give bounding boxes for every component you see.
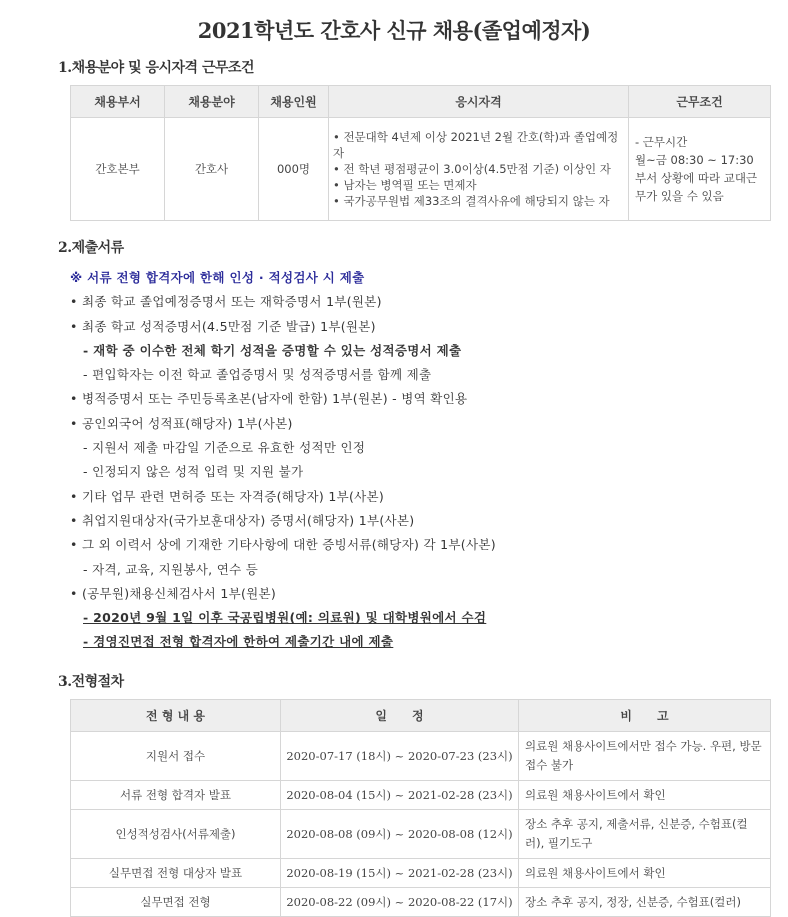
section-heading-2: 2.제출서류 bbox=[58, 240, 124, 256]
dept-cell: 간호본부 bbox=[71, 118, 165, 221]
document-item: • 병적증명서 또는 주민등록초본(남자에 한함) 1부(원본) - 병역 확인용 bbox=[70, 391, 468, 407]
schedule-content-cell: 지원서 접수 bbox=[71, 732, 281, 781]
recruitment-table bbox=[70, 85, 771, 221]
document-item: • 최종 학교 성적증명서(4.5만점 기준 발급) 1부(원본) bbox=[70, 318, 376, 334]
header-note: 비 고 bbox=[519, 700, 771, 732]
field-cell: 간호사 bbox=[165, 118, 259, 221]
document-item: • (공무원)채용신체검사서 1부(원본) bbox=[70, 585, 277, 601]
section-heading-1: 1.채용분야 및 응시자격 근무조건 bbox=[58, 60, 255, 76]
condition-item: 부서 상황에 따라 교대근무가 있을 수 있음 bbox=[635, 171, 758, 203]
table-header-row bbox=[71, 86, 771, 118]
header-content: 전 형 내 용 bbox=[71, 700, 281, 732]
condition-item: 월~금 08:30 ~ 17:30 bbox=[635, 153, 754, 167]
document-item: • 최종 학교 졸업예정증명서 또는 재학증명서 1부(원본) bbox=[70, 294, 382, 310]
qualification-item: • 전문대학 4년제 이상 2021년 2월 간호(학)과 졸업예정자 bbox=[333, 130, 619, 160]
schedule-header-row bbox=[71, 700, 771, 732]
count-cell: 000명 bbox=[259, 118, 329, 221]
document-item: • 취업지원대상자(국가보훈대상자) 증명서(해당자) 1부(사본) bbox=[70, 512, 415, 528]
schedule-note-cell: 의료원 채용사이트에서 확인 bbox=[519, 781, 771, 810]
schedule-row bbox=[71, 859, 771, 888]
schedule-date-cell: 2020-07-17 (18시) ~ 2020-07-23 (23시) bbox=[281, 732, 519, 781]
schedule-row bbox=[71, 888, 771, 917]
schedule-content-cell: 서류 전형 합격자 발표 bbox=[71, 781, 281, 810]
header-conditions: 근무조건 bbox=[629, 86, 771, 118]
qualification-cell bbox=[329, 118, 629, 221]
schedule-content-cell: 실무면접 전형 bbox=[71, 888, 281, 917]
document-subitem: - 편입학자는 이전 학교 졸업증명서 및 성적증명서를 함께 제출 bbox=[83, 367, 432, 383]
schedule-date-cell: 2020-08-04 (15시) ~ 2021-02-28 (23시) bbox=[281, 781, 519, 810]
document-list bbox=[70, 266, 770, 655]
page-title: 2021학년도 간호사 신규 채용(졸업예정자) bbox=[197, 18, 591, 43]
qualification-item: • 전 학년 평점평균이 3.0이상(4.5만점 기준) 이상인 자 bbox=[333, 162, 611, 176]
schedule-row bbox=[71, 781, 771, 810]
header-qualification: 응시자격 bbox=[329, 86, 629, 118]
document-item: • 기타 업무 관련 면허증 또는 자격증(해당자) 1부(사본) bbox=[70, 488, 385, 504]
schedule-row bbox=[71, 732, 771, 781]
schedule-note-cell: 의료원 채용사이트에서 확인 bbox=[519, 859, 771, 888]
header-count: 채용인원 bbox=[259, 86, 329, 118]
schedule-note-cell: 의료원 채용사이트에서만 접수 가능. 우편, 방문 접수 불가 bbox=[519, 732, 771, 781]
condition-item: - 근무시간 bbox=[635, 135, 688, 149]
schedule-content-cell: 실무면접 전형 대상자 발표 bbox=[71, 859, 281, 888]
conditions-cell bbox=[629, 118, 771, 221]
document-subitem: - 2020년 9월 1일 이후 국공립병원(예: 의료원) 및 대학병원에서 수검 bbox=[83, 610, 487, 626]
section-heading-3: 3.전형절차 bbox=[58, 674, 124, 690]
document-subitem: - 경영진면접 전형 합격자에 한하여 제출기간 내에 제출 bbox=[83, 634, 394, 650]
header-date: 일 정 bbox=[281, 700, 519, 732]
schedule-date-cell: 2020-08-19 (15시) ~ 2021-02-28 (23시) bbox=[281, 859, 519, 888]
document-subitem: - 재학 중 이수한 전체 학기 성적을 증명할 수 있는 성적증명서 제출 bbox=[83, 342, 462, 358]
schedule-date-cell: 2020-08-22 (09시) ~ 2020-08-22 (17시) bbox=[281, 888, 519, 917]
header-field: 채용분야 bbox=[165, 86, 259, 118]
document-item: • 공인외국어 성적표(해당자) 1부(사본) bbox=[70, 415, 293, 431]
schedule-note-cell: 장소 추후 공지, 제출서류, 신분증, 수험표(컬러), 필기도구 bbox=[519, 810, 771, 859]
notice-line: ※ 서류 전형 합격자에 한해 인성 · 적성검사 시 제출 bbox=[70, 270, 365, 285]
header-dept: 채용부서 bbox=[71, 86, 165, 118]
document-item: • 그 외 이력서 상에 기재한 기타사항에 대한 증빙서류(해당자) 각 1부(사본) bbox=[70, 537, 496, 553]
schedule-table bbox=[70, 699, 771, 917]
qualification-item: • 국가공무원법 제33조의 결격사유에 해당되지 않는 자 bbox=[333, 194, 610, 208]
schedule-date-cell: 2020-08-08 (09시) ~ 2020-08-08 (12시) bbox=[281, 810, 519, 859]
schedule-note-cell: 장소 추후 공지, 정장, 신분증, 수험표(컬러) bbox=[519, 888, 771, 917]
schedule-row bbox=[71, 810, 771, 859]
document-subitem: - 인정되지 않은 성적 입력 및 지원 불가 bbox=[83, 464, 304, 480]
document-subitem: - 지원서 제출 마감일 기준으로 유효한 성적만 인정 bbox=[83, 440, 366, 456]
qualification-item: • 남자는 병역필 또는 면제자 bbox=[333, 178, 477, 192]
schedule-content-cell: 인성적성검사(서류제출) bbox=[71, 810, 281, 859]
table-row bbox=[71, 118, 771, 221]
document-subitem: - 자격, 교육, 지원봉사, 연수 등 bbox=[83, 561, 259, 577]
